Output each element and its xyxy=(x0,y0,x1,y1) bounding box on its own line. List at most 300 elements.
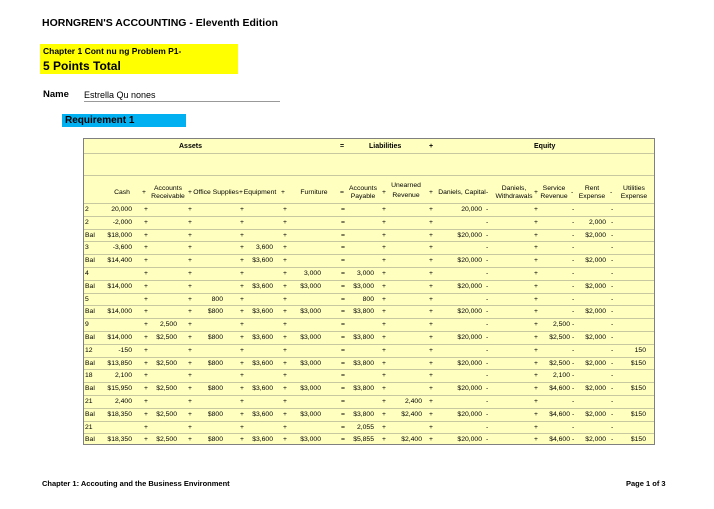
cell-ap: $5,855 xyxy=(353,436,374,444)
cell-ar: $2,500 xyxy=(156,385,177,393)
operator: + xyxy=(382,321,386,329)
equals-sign: = xyxy=(340,143,345,150)
operator: - xyxy=(486,385,489,393)
op-plus: + xyxy=(429,189,433,196)
operator: + xyxy=(534,423,538,431)
operator: + xyxy=(188,385,192,393)
cell-ar: 2,500 xyxy=(159,321,177,329)
operator: + xyxy=(283,398,287,405)
operator: + xyxy=(534,257,538,265)
operator: + xyxy=(382,257,386,265)
cell-ap: 800 xyxy=(362,295,374,303)
operator: - xyxy=(572,436,575,444)
operator: + xyxy=(188,244,192,252)
operator: + xyxy=(382,231,386,239)
operator: = xyxy=(341,436,345,444)
operator: + xyxy=(240,257,244,265)
operator: + xyxy=(534,334,538,341)
name-field[interactable]: Estrella Qu nones xyxy=(84,90,280,102)
operator: + xyxy=(534,398,538,405)
cell-sup: $800 xyxy=(207,385,223,393)
operator: = xyxy=(341,231,345,239)
cell-ap: $3,800 xyxy=(353,385,374,393)
cell-cap: $20,000 xyxy=(457,257,482,265)
cell-label: 21 xyxy=(85,398,93,405)
operator: = xyxy=(341,359,345,367)
operator: = xyxy=(341,334,345,341)
operator: - xyxy=(486,257,489,265)
operator: + xyxy=(534,385,538,393)
operator: + xyxy=(144,410,148,418)
operator: + xyxy=(240,423,244,431)
operator: + xyxy=(188,334,192,341)
operator: + xyxy=(144,218,148,226)
operator: + xyxy=(429,346,433,354)
operator: + xyxy=(188,257,192,265)
operator: - xyxy=(572,308,575,316)
operator: = xyxy=(341,372,345,380)
cell-cash: $14,400 xyxy=(107,257,132,265)
table-row xyxy=(84,433,655,445)
cell-svc: 2,500 xyxy=(552,321,570,329)
operator: - xyxy=(611,231,614,239)
cell-ap: 2,055 xyxy=(356,423,374,431)
operator: + xyxy=(283,295,287,303)
operator: - xyxy=(486,410,489,418)
operator: - xyxy=(572,244,575,252)
cell-eq: $3,600 xyxy=(252,436,273,444)
operator: - xyxy=(611,218,614,226)
operator: - xyxy=(611,410,614,418)
cell-rent: $2,000 xyxy=(585,385,606,393)
operator: + xyxy=(283,206,287,213)
cell-ar: $2,500 xyxy=(156,436,177,444)
operator: + xyxy=(240,359,244,367)
operator: + xyxy=(188,308,192,316)
operator: + xyxy=(188,231,192,239)
operator: - xyxy=(572,423,575,431)
operator: + xyxy=(188,372,192,380)
operator: + xyxy=(534,410,538,418)
operator: + xyxy=(534,270,538,277)
operator: + xyxy=(534,436,538,444)
operator: + xyxy=(188,282,192,290)
operator: + xyxy=(283,385,287,393)
operator: - xyxy=(486,398,489,405)
assets-group-header: Assets xyxy=(179,143,202,150)
operator: + xyxy=(429,398,433,405)
cell-fur: $3,000 xyxy=(300,308,321,316)
operator: + xyxy=(283,359,287,367)
plus-sign: + xyxy=(429,143,434,150)
cell-unr: $2,400 xyxy=(401,410,422,418)
operator: = xyxy=(341,257,345,265)
footer-chapter: Chapter 1: Accouting and the Business Environment xyxy=(42,479,230,488)
operator: - xyxy=(611,385,614,393)
op-plus: + xyxy=(382,189,386,196)
cell-sup: $800 xyxy=(207,436,223,444)
document-title: HORNGREN'S ACCOUNTING - Eleventh Edition xyxy=(42,17,279,29)
operator: + xyxy=(240,372,244,380)
operator: + xyxy=(429,321,433,329)
operator: - xyxy=(572,231,575,239)
cell-cap: $20,000 xyxy=(457,231,482,239)
operator: + xyxy=(382,346,386,354)
operator: - xyxy=(486,346,489,354)
operator: = xyxy=(341,423,345,431)
operator: + xyxy=(283,308,287,316)
liabilities-group-header: Liabilities xyxy=(369,143,402,150)
operator: + xyxy=(382,270,386,277)
cell-cap: $20,000 xyxy=(457,359,482,367)
op-plus: + xyxy=(142,189,146,196)
operator: - xyxy=(486,359,489,367)
operator: + xyxy=(240,231,244,239)
cell-fur: $3,000 xyxy=(300,410,321,418)
operator: - xyxy=(486,436,489,444)
operator: - xyxy=(572,321,575,329)
cell-svc: $2,500 xyxy=(549,334,570,341)
operator: + xyxy=(429,334,433,341)
operator: + xyxy=(240,270,244,277)
cell-cap: $20,000 xyxy=(457,410,482,418)
cell-ap: $3,800 xyxy=(353,359,374,367)
cell-sup: $800 xyxy=(207,359,223,367)
operator: = xyxy=(341,321,345,329)
accounting-equation-table xyxy=(83,138,655,445)
operator: - xyxy=(611,321,614,329)
cell-label: Bal xyxy=(85,231,95,239)
operator: + xyxy=(429,423,433,431)
col-accounts-receivable: Accounts Receivable xyxy=(151,185,185,200)
cell-cash: $18,000 xyxy=(107,231,132,239)
cell-cap: $20,000 xyxy=(457,436,482,444)
operator: + xyxy=(144,346,148,354)
operator: + xyxy=(283,244,287,252)
operator: + xyxy=(382,410,386,418)
operator: + xyxy=(240,410,244,418)
cell-util: 150 xyxy=(634,346,646,354)
cell-label: Bal xyxy=(85,282,95,290)
cell-cash: -3,600 xyxy=(112,244,132,252)
cell-ar: $2,500 xyxy=(156,359,177,367)
operator: + xyxy=(429,372,433,380)
cell-cap: $20,000 xyxy=(457,334,482,341)
cell-rent: $2,000 xyxy=(585,282,606,290)
cell-fur: $3,000 xyxy=(300,436,321,444)
operator: + xyxy=(382,282,386,290)
cell-cash: -150 xyxy=(118,346,132,354)
operator: - xyxy=(486,321,489,329)
col-daniels-withdrawals: Daniels, Withdrawals xyxy=(495,185,533,200)
cell-cap: $20,000 xyxy=(457,385,482,393)
col-unearned-revenue: Unearned Revenue xyxy=(391,182,421,199)
operator: - xyxy=(611,398,614,405)
operator: = xyxy=(341,295,345,303)
operator: - xyxy=(572,372,575,380)
cell-cash: 2,400 xyxy=(114,398,132,405)
operator: + xyxy=(144,308,148,316)
operator: + xyxy=(283,346,287,354)
operator: - xyxy=(611,206,614,213)
cell-label: 18 xyxy=(85,372,93,380)
operator: + xyxy=(188,206,192,213)
operator: - xyxy=(486,334,489,341)
operator: = xyxy=(341,346,345,354)
cell-util: $150 xyxy=(630,436,646,444)
cell-util: $150 xyxy=(630,385,646,393)
requirement-label: Requirement 1 xyxy=(62,114,186,127)
cell-fur: 3,000 xyxy=(303,270,321,277)
operator: + xyxy=(283,270,287,277)
cell-cash: 2,100 xyxy=(114,372,132,380)
operator: + xyxy=(429,244,433,252)
operator: - xyxy=(486,282,489,290)
cell-rent: $2,000 xyxy=(585,436,606,444)
col-utilities-expense: Utilities Expense xyxy=(620,185,648,200)
operator: + xyxy=(188,346,192,354)
operator: = xyxy=(341,398,345,405)
operator: = xyxy=(341,385,345,393)
operator: + xyxy=(382,244,386,252)
operator: = xyxy=(341,244,345,252)
cell-unr: $2,400 xyxy=(401,436,422,444)
cell-sup: $800 xyxy=(207,308,223,316)
operator: + xyxy=(188,423,192,431)
cell-ap: 3,000 xyxy=(356,270,374,277)
op-minus: - xyxy=(571,189,574,196)
operator: - xyxy=(611,257,614,265)
operator: + xyxy=(240,206,244,213)
operator: + xyxy=(382,385,386,393)
cell-cash: -2,000 xyxy=(112,218,132,226)
operator: - xyxy=(572,334,575,341)
cell-ar: $2,500 xyxy=(156,334,177,341)
operator: + xyxy=(188,270,192,277)
cell-cap: $20,000 xyxy=(457,308,482,316)
operator: - xyxy=(611,308,614,316)
operator: + xyxy=(283,321,287,329)
cell-cash: $14,000 xyxy=(107,308,132,316)
operator: + xyxy=(240,295,244,303)
operator: + xyxy=(429,359,433,367)
operator: = xyxy=(341,206,345,213)
cell-cap: $20,000 xyxy=(457,282,482,290)
cell-label: Bal xyxy=(85,385,95,393)
col-office-supplies: Office Supplies xyxy=(193,189,239,196)
cell-label: Bal xyxy=(85,257,95,265)
cell-svc: $4,600 xyxy=(549,436,570,444)
operator: + xyxy=(429,257,433,265)
operator: + xyxy=(144,295,148,303)
operator: - xyxy=(611,346,614,354)
cell-ap: $3,800 xyxy=(353,334,374,341)
operator: + xyxy=(188,321,192,329)
operator: + xyxy=(144,270,148,277)
operator: + xyxy=(429,270,433,277)
op-plus: + xyxy=(188,189,192,196)
cell-fur: $3,000 xyxy=(300,282,321,290)
cell-label: Bal xyxy=(85,334,95,341)
cell-fur: $3,000 xyxy=(300,359,321,367)
points-total-label: 5 Points Total xyxy=(43,59,121,73)
cell-fur: $3,000 xyxy=(300,385,321,393)
operator: + xyxy=(534,244,538,252)
operator: + xyxy=(240,385,244,393)
operator: - xyxy=(611,372,614,380)
col-rent-expense: Rent Expense xyxy=(578,185,606,200)
operator: + xyxy=(429,385,433,393)
operator: + xyxy=(534,308,538,316)
cell-sup: $800 xyxy=(207,410,223,418)
cell-cash: 20,000 xyxy=(111,206,132,213)
cell-eq: 3,600 xyxy=(255,244,273,252)
operator: + xyxy=(429,282,433,290)
cell-util: $150 xyxy=(630,359,646,367)
operator: + xyxy=(429,410,433,418)
cell-rent: $2,000 xyxy=(585,359,606,367)
operator: - xyxy=(486,231,489,239)
operator: - xyxy=(572,359,575,367)
operator: - xyxy=(486,244,489,252)
cell-svc: $2,500 xyxy=(549,359,570,367)
cell-cash: $14,000 xyxy=(107,282,132,290)
cell-label: 2 xyxy=(85,206,89,213)
op-plus: + xyxy=(281,189,285,196)
cell-label: 3 xyxy=(85,244,89,252)
col-equipment: Equipment xyxy=(243,189,277,196)
cell-eq: $3,600 xyxy=(252,282,273,290)
operator: + xyxy=(240,346,244,354)
cell-label: 2 xyxy=(85,218,89,226)
cell-svc: 2,100 xyxy=(552,372,570,380)
cell-cash: $18,350 xyxy=(107,436,132,444)
cell-svc: $4,600 xyxy=(549,385,570,393)
operator: = xyxy=(341,410,345,418)
operator: + xyxy=(534,372,538,380)
cell-cash: $13,850 xyxy=(107,359,132,367)
operator: + xyxy=(188,295,192,303)
op-plus: + xyxy=(239,189,243,196)
cell-rent: $2,000 xyxy=(585,231,606,239)
operator: + xyxy=(144,321,148,329)
cell-cash: $15,950 xyxy=(107,385,132,393)
cell-rent: $2,000 xyxy=(585,410,606,418)
operator: + xyxy=(188,410,192,418)
operator: = xyxy=(341,308,345,316)
operator: + xyxy=(534,359,538,367)
operator: + xyxy=(534,231,538,239)
cell-ap: $3,800 xyxy=(353,308,374,316)
operator: + xyxy=(283,372,287,380)
cell-eq: $3,600 xyxy=(252,308,273,316)
op-minus: - xyxy=(610,189,613,196)
operator: - xyxy=(486,206,489,213)
operator: + xyxy=(382,398,386,405)
cell-sup: 800 xyxy=(211,295,223,303)
cell-svc: $4,600 xyxy=(549,410,570,418)
cell-ap: $3,000 xyxy=(353,282,374,290)
operator: - xyxy=(486,372,489,380)
operator: - xyxy=(572,295,575,303)
footer-page-number: Page 1 of 3 xyxy=(626,479,666,488)
cell-label: Bal xyxy=(85,359,95,367)
operator: - xyxy=(486,423,489,431)
cell-util: $150 xyxy=(630,410,646,418)
operator: + xyxy=(188,436,192,444)
cell-eq: $3,600 xyxy=(252,385,273,393)
col-cash: Cash xyxy=(114,189,130,196)
cell-eq: $3,600 xyxy=(252,359,273,367)
problem-header-box xyxy=(40,44,238,74)
operator: + xyxy=(382,206,386,213)
operator: + xyxy=(283,334,287,341)
operator: + xyxy=(429,218,433,226)
operator: + xyxy=(429,295,433,303)
operator: - xyxy=(572,270,575,277)
operator: = xyxy=(341,270,345,277)
operator: + xyxy=(283,231,287,239)
operator: - xyxy=(572,398,575,405)
operator: + xyxy=(382,308,386,316)
cell-label: Bal xyxy=(85,308,95,316)
cell-label: Bal xyxy=(85,410,95,418)
operator: - xyxy=(572,346,575,354)
operator: - xyxy=(611,334,614,341)
col-furniture: Furniture xyxy=(300,189,328,196)
operator: + xyxy=(534,282,538,290)
cell-label: 4 xyxy=(85,270,89,277)
operator: + xyxy=(382,372,386,380)
op-plus: + xyxy=(534,189,538,196)
operator: = xyxy=(341,282,345,290)
cell-rent: 2,000 xyxy=(588,218,606,226)
operator: = xyxy=(341,218,345,226)
operator: - xyxy=(611,423,614,431)
operator: + xyxy=(240,244,244,252)
operator: - xyxy=(572,410,575,418)
operator: - xyxy=(611,244,614,252)
operator: + xyxy=(144,244,148,252)
operator: + xyxy=(534,321,538,329)
operator: - xyxy=(611,270,614,277)
operator: + xyxy=(188,359,192,367)
op-equals: = xyxy=(340,189,344,196)
operator: + xyxy=(283,282,287,290)
cell-ar: $2,500 xyxy=(156,410,177,418)
operator: + xyxy=(382,334,386,341)
operator: + xyxy=(429,231,433,239)
operator: - xyxy=(486,308,489,316)
operator: + xyxy=(144,257,148,265)
operator: - xyxy=(611,359,614,367)
chapter-problem-label: Chapter 1 Cont nu ng Problem P1- xyxy=(43,46,182,56)
operator: + xyxy=(429,436,433,444)
operator: + xyxy=(429,308,433,316)
cell-eq: $3,600 xyxy=(252,257,273,265)
operator: + xyxy=(534,295,538,303)
operator: + xyxy=(240,308,244,316)
operator: - xyxy=(611,295,614,303)
operator: + xyxy=(283,423,287,431)
operator: - xyxy=(572,218,575,226)
operator: + xyxy=(144,282,148,290)
operator: + xyxy=(144,231,148,239)
operator: + xyxy=(240,334,244,341)
cell-label: 12 xyxy=(85,346,93,354)
operator: - xyxy=(572,385,575,393)
cell-label: 5 xyxy=(85,295,89,303)
